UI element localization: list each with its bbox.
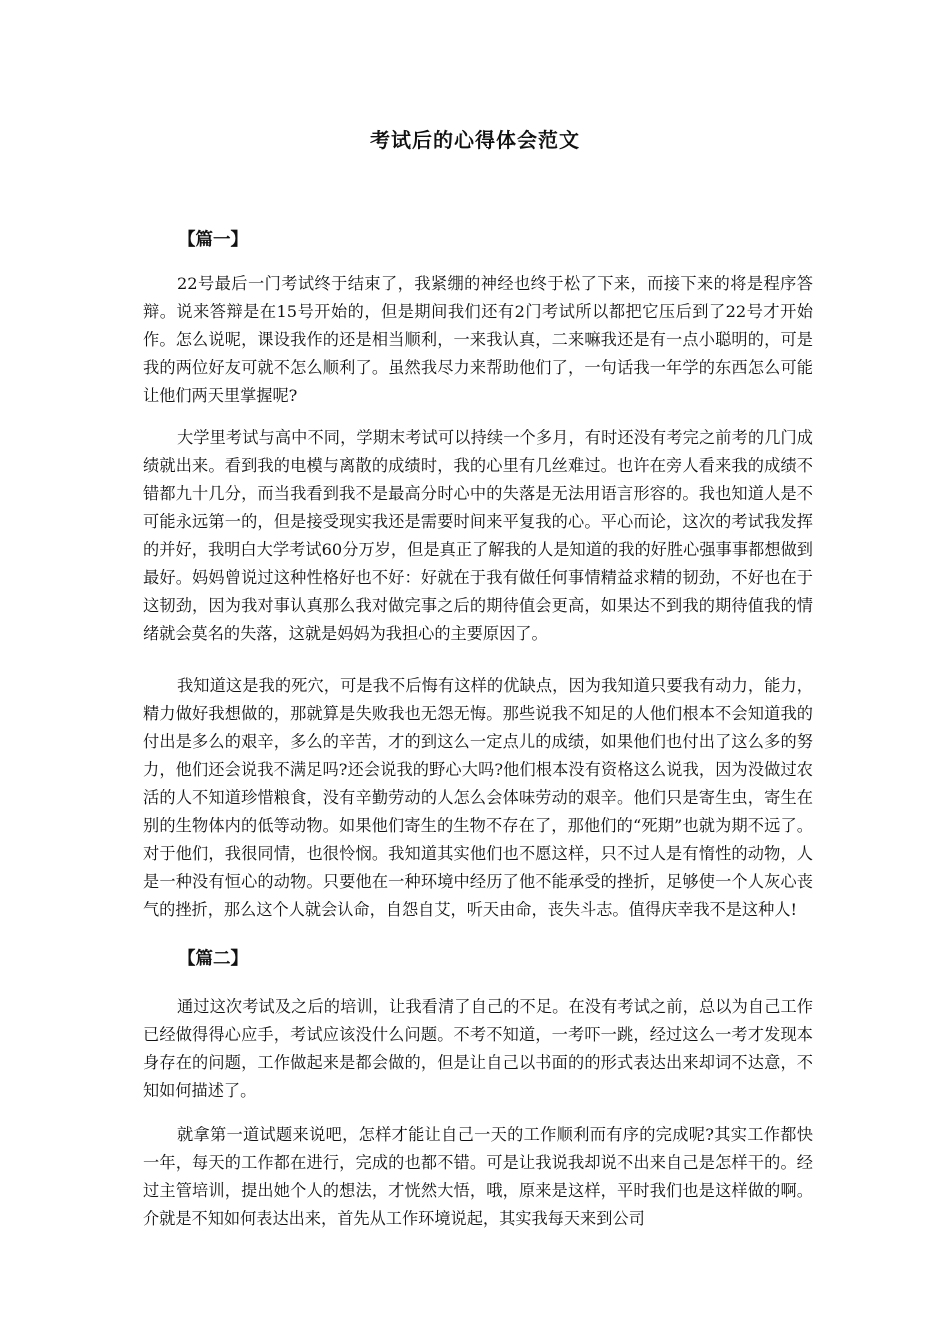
paragraph: 22号最后一门考试终于结束了，我紧绷的神经也终于松了下来，而接下来的将是程序答辩。说来答辩是在15号开始的，但是期间我们还有2门考试所以都把它压后到了22号才开始作。怎么说呢，课设我作的还是相当顺利，一来我认真，二来嘛我还是有一点小聪明的，可是我的两位好友可就不怎么顺利了。虽然我尽力来帮助他们了，一句话我一年学的东西怎么可能让他们两天里掌握呢?: [143, 274, 813, 405]
section-heading-1: 【篇一】: [178, 230, 248, 250]
section-heading-2: 【篇二】: [178, 949, 248, 969]
paragraph: 通过这次考试及之后的培训，让我看清了自己的不足。在没有考试之前，总以为自己工作已经做得得心应手，考试应该没什么问题。不考不知道，一考吓一跳，经过这么一考才发现本身存在的问题，工作做起来是都会做的，但是让自己以书面的的形式表达出来却词不达意，不知如何描述了。: [143, 997, 813, 1100]
document-title: 考试后的心得体会范文: [370, 128, 580, 152]
paragraph: 大学里考试与高中不同，学期末考试可以持续一个多月，有时还没有考完之前考的几门成绩就出来。看到我的电模与离散的成绩时，我的心里有几丝难过。也许在旁人看来我的成绩不错都九十几分，而当我看到我不是最高分时心中的失落是无法用语言形容的。我也知道人是不可能永远第一的，但是接受现实我还是需要时间来平复我的心。平心而论，这次的考试我发挥的并好，我明白大学考试60分万岁，但是真正了解我的人是知道的我的好胜心强事事都想做到最好。妈妈曾说过这种性格好也不好：好就在于我有做任何事情精益求精的韧劲，不好也在于这韧劲，因为我对事认真那么我对做完事之后的期待值会更高，如果达不到我的期待值我的情绪就会莫名的失落，这就是妈妈为我担心的主要原因了。: [143, 428, 813, 643]
paragraph: 就拿第一道试题来说吧，怎样才能让自己一天的工作顺利而有序的完成呢?其实工作都快一年，每天的工作都在进行，完成的也都不错。可是让我说我却说不出来自己是怎样干的。经过主管培训，提出她个人的想法，才恍然大悟，哦，原来是这样，平时我们也是这样做的啊。介就是不知如何表达出来，首先从工作环境说起，其实我每天来到公司: [143, 1125, 813, 1228]
paragraph: 我知道这是我的死穴，可是我不后悔有这样的优缺点，因为我知道只要我有动力，能力，精力做好我想做的，那就算是失败我也无怨无悔。那些说我不知足的人他们根本不会知道我的付出是多么的艰辛，多么的辛苦，才的到这么一定点儿的成绩，如果他们也付出了这么多的努力，他们还会说我不满足吗?还会说我的野心大吗?他们根本没有资格这么说我，因为没做过农活的人不知道珍惜粮食，没有辛勤劳动的人怎么会体味劳动的艰辛。他们只是寄生虫，寄生在别的生物体内的低等动物。如果他们寄生的生物不存在了，那他们的“死期”也就为期不远了。对于他们，我很同情，也很怜悯。我知道其实他们也不愿这样，只不过人是有惰性的动物，人是一种没有恒心的动物。只要他在一种环境中经历了他不能承受的挫折，足够使一个人灰心丧气的挫折，那么这个人就会认命，自怨自艾，听天由命，丧失斗志。值得庆幸我不是这种人!: [143, 676, 813, 919]
